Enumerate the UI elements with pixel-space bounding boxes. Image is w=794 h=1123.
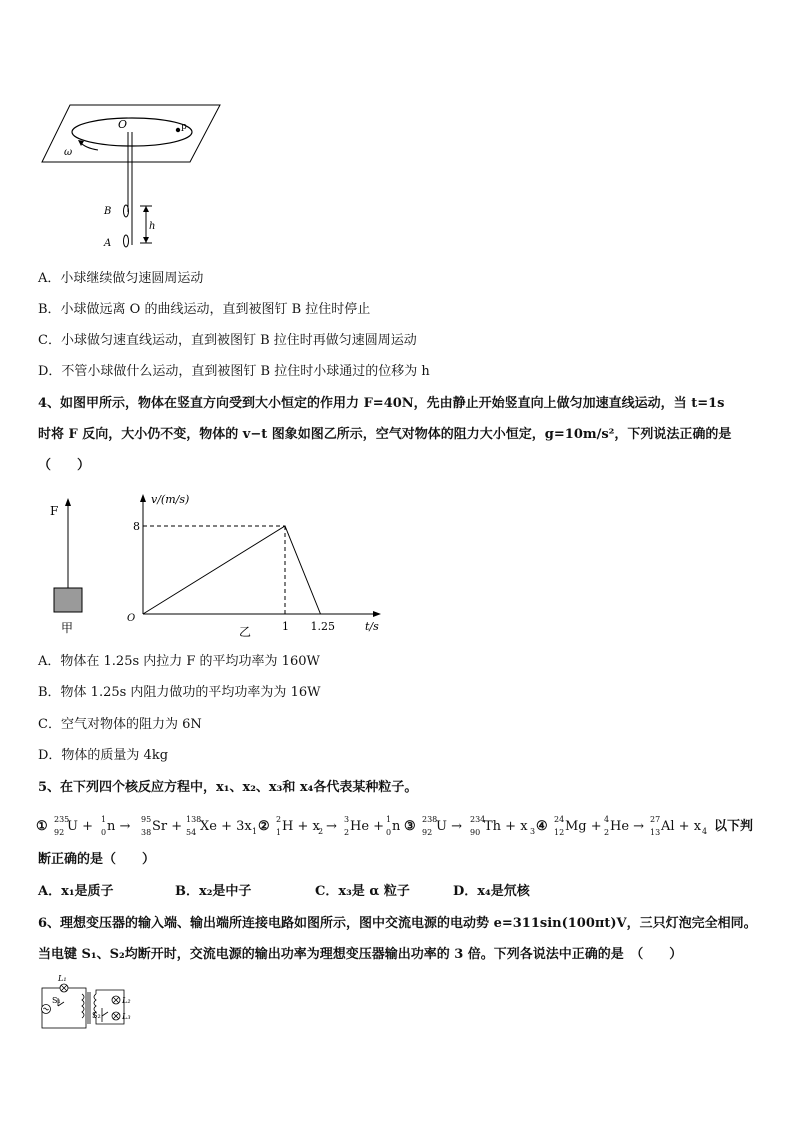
label-p: p (181, 122, 187, 132)
origin-label: O (127, 613, 136, 624)
svg-text:U +: U + (67, 819, 93, 834)
svg-text:95: 95 (141, 815, 152, 824)
q5-option-c: C．x₃是 α 粒子 (315, 884, 410, 899)
q4-option-a: A．物体在 1.25s 内拉力 F 的平均功率为 160W (38, 654, 320, 669)
force-figure (45, 490, 95, 640)
svg-text:n →: n → (107, 819, 131, 834)
q6-stem-line2: 当电键 S₁、S₂均断开时，交流电源的输出功率为理想变压器输出功率的 3 倍。下列各说法中正确的是 （ ） (38, 947, 683, 962)
q5-eq-tail: 以下判 (714, 819, 754, 834)
y-tick-label-8: 8 (133, 520, 140, 533)
x-tick-label-1.25: 1.25 (310, 620, 335, 633)
q5-option-b: B．x₂是中子 (175, 884, 252, 899)
svg-text:92: 92 (422, 828, 433, 837)
force-label: F (50, 504, 59, 518)
q5-option-a: A．x₁是质子 (38, 884, 114, 899)
q3-option-c: C．小球做匀速直线运动，直到被图钉 B 拉住时再做匀速圆周运动 (38, 333, 417, 348)
svg-text:90: 90 (470, 828, 481, 837)
svg-text:He →: He → (610, 819, 645, 834)
y-axis-label: v/(m/s) (151, 493, 190, 506)
svg-text:Th + x: Th + x (484, 819, 528, 834)
svg-text:12: 12 (554, 828, 565, 837)
label-L1: L₁ (58, 974, 67, 983)
svg-text:Sr +: Sr + (152, 819, 183, 834)
svg-text:13: 13 (650, 828, 661, 837)
svg-text:235: 235 (54, 815, 70, 824)
svg-text:4: 4 (604, 815, 610, 824)
x-axis-label: t/s (365, 620, 379, 633)
svg-text:U →: U → (436, 819, 462, 834)
svg-text:2: 2 (276, 815, 282, 824)
q3-option-d: D．不管小球做什么运动，直到被图钉 B 拉住时小球通过的位移为 h (38, 364, 430, 379)
svg-text:1: 1 (386, 815, 392, 824)
svg-text:24: 24 (554, 815, 565, 824)
svg-text:Mg +: Mg + (565, 819, 602, 834)
transformer-circuit (36, 972, 136, 1034)
svg-text:238: 238 (422, 815, 438, 824)
svg-text:Al + x: Al + x (661, 819, 702, 834)
q4-option-b: B．物体 1.25s 内阻力做功的平均功率为为 16W (38, 685, 321, 700)
svg-text:38: 38 (141, 828, 152, 837)
svg-text:3: 3 (344, 815, 350, 824)
fig-yi-label: 乙 (239, 625, 252, 638)
vt-chart (115, 488, 395, 638)
q4-stem-line3: （ ） (38, 458, 91, 473)
x-tick-label-1: 1 (282, 620, 289, 633)
label-A: A (104, 238, 112, 249)
svg-text:2: 2 (604, 828, 610, 837)
label-L3: L₃ (122, 1012, 131, 1021)
label-L2: L₂ (122, 996, 131, 1005)
rotation-figure (40, 100, 230, 250)
label-B: B (104, 206, 112, 217)
q3-option-b: B．小球做远离 O 的曲线运动，直到被图钉 B 拉住时停止 (38, 302, 371, 317)
svg-text:27: 27 (650, 815, 661, 824)
svg-text:n: n (392, 819, 401, 834)
nuclear-equations (34, 810, 734, 840)
svg-text:92: 92 (54, 828, 65, 837)
svg-text:138: 138 (186, 815, 202, 824)
label-h: h (149, 221, 156, 232)
svg-text:③: ③ (404, 819, 416, 834)
svg-text:4: 4 (702, 827, 708, 836)
q4-option-d: D．物体的质量为 4kg (38, 748, 169, 763)
q5-stem-line1: 5、在下列四个核反应方程中，x₁、x₂、x₃和 x₄各代表某种粒子。 (38, 780, 418, 795)
svg-text:234: 234 (470, 815, 486, 824)
svg-text:2: 2 (318, 827, 324, 836)
svg-text:3: 3 (530, 827, 536, 836)
svg-text:0: 0 (101, 828, 107, 837)
svg-text:①: ① (36, 819, 48, 834)
svg-text:Xe + 3x: Xe + 3x (200, 819, 252, 834)
q6-stem-line1: 6、理想变压器的输入端、输出端所连接电路如图所示，图中交流电源的电动势 e=311sin(100πt)V，三只灯泡完全相同。 (38, 916, 757, 931)
label-O: O (118, 118, 128, 131)
svg-text:→: → (326, 819, 337, 834)
svg-text:54: 54 (186, 828, 197, 837)
svg-text:0: 0 (386, 828, 392, 837)
q4-stem-line1: 4、如图甲所示，物体在竖直方向受到大小恒定的作用力 F=40N，先由静止开始竖直向上做匀加速直线运动，当 t=1s (38, 396, 725, 411)
svg-text:1: 1 (252, 827, 258, 836)
q5-stem-line3: 断正确的是（ ） (38, 852, 156, 867)
q4-option-c: C．空气对物体的阻力为 6N (38, 717, 202, 732)
fig-jia-label: 甲 (61, 621, 74, 635)
velocity-series-line (143, 526, 321, 614)
svg-text:④: ④ (536, 819, 548, 834)
label-omega: ω (64, 147, 73, 158)
svg-text:H + x: H + x (282, 819, 320, 834)
svg-text:He +: He + (350, 819, 385, 834)
q5-option-d: D．x₄是氘核 (453, 884, 530, 899)
q4-stem-line2: 时将 F 反向，大小仍不变，物体的 v−t 图象如图乙所示，空气对物体的阻力大小恒定，g=10m/s²，下列说法正确的是 (38, 427, 732, 442)
label-S1: S₁ (52, 996, 61, 1005)
svg-text:②: ② (258, 819, 270, 834)
label-S2: S₂ (92, 1011, 101, 1020)
svg-text:1: 1 (276, 828, 282, 837)
svg-text:2: 2 (344, 828, 350, 837)
svg-text:1: 1 (101, 815, 107, 824)
q3-option-a: A．小球继续做匀速圆周运动 (38, 271, 204, 286)
